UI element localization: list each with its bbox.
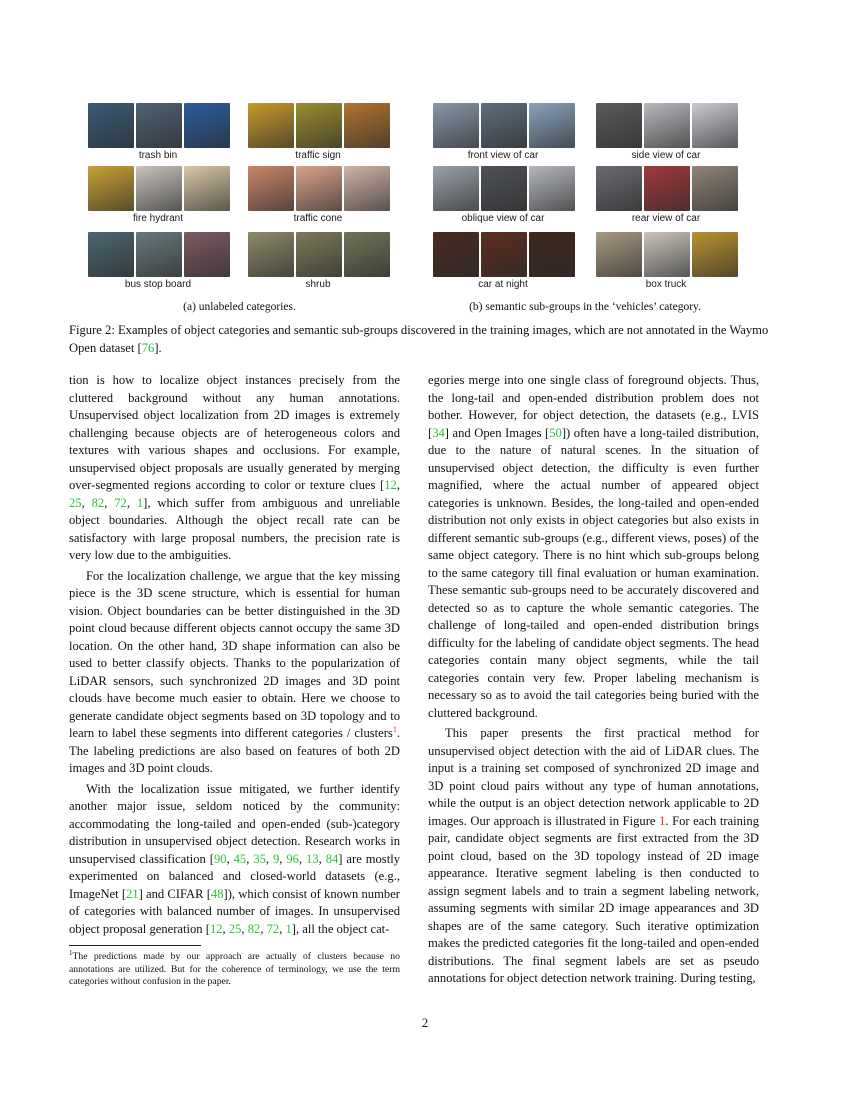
thumbnail-row	[88, 232, 230, 277]
thumbnail-image	[644, 166, 690, 211]
thumbnail-image	[481, 166, 527, 211]
thumbnail-image	[296, 166, 342, 211]
text-run: ] and CIFAR [	[138, 886, 211, 901]
citation[interactable]: 48	[210, 886, 224, 901]
citation[interactable]: 25	[69, 495, 82, 510]
thumbnail-image	[248, 232, 294, 277]
text-run: ,	[260, 921, 267, 936]
text-run: ,	[241, 921, 248, 936]
subcaption-a: (a) unlabeled categories.	[183, 301, 296, 313]
right-column	[428, 372, 759, 988]
thumbnail-image	[644, 103, 690, 148]
text-run: ], which suffer from ambiguous and unreliable object boundaries. Although the object recall rate can be satisfactory with large proposal numbers, the precision rate is very low due to the ambiguities.	[69, 495, 401, 562]
thumbnail-row	[433, 103, 575, 148]
thumbnail-image	[596, 232, 642, 277]
figure-caption-end: ].	[154, 340, 162, 355]
thumbnail-label: box truck	[645, 279, 687, 290]
left-column	[69, 372, 400, 938]
thumbnail-image	[433, 103, 479, 148]
text-run: ,	[265, 851, 273, 866]
thumbnail-row	[248, 103, 390, 148]
thumbnail-image	[692, 103, 738, 148]
thumbnail-row	[596, 232, 738, 277]
page-number: 2	[421, 1016, 429, 1030]
citation[interactable]: 35	[253, 851, 266, 866]
thumbnail-image	[433, 166, 479, 211]
paragraph	[428, 725, 759, 988]
text-run: ] are mostly experimented on balanced and closed-world datasets (e.g., ImageNet [	[69, 851, 400, 901]
text-run: ,	[318, 851, 326, 866]
citation[interactable]: 96	[286, 851, 299, 866]
thumbnail-image	[344, 103, 390, 148]
figure-caption-text: Figure 2: Examples of object categories and semantic sub-groups discovered in the training images, which are not annotated in the Waymo Open dataset [	[69, 323, 769, 355]
text-run: ,	[126, 495, 137, 510]
citation[interactable]: 1	[136, 495, 144, 510]
text-run: tion is how to localize object instances precisely from the cluttered background without any human annotations. Unsupervised object localization from 2D images is extremely challenging because objects are of heterogeneous colors and textures with various shapes and occlusions. For example, unsupervised object proposals are usually generated by merging over-segmented regions according to color or texture clues [	[69, 373, 400, 492]
citation[interactable]: 1	[285, 921, 292, 936]
thumbnail-row	[433, 232, 575, 277]
text-run: egories merge into one single class of foreground objects. Thus, the long-tail and open-ended distribution problem does not bother. However, for object detection, the datasets (e.g., LVIS [	[428, 373, 759, 440]
thumbnail-image	[248, 103, 294, 148]
thumbnail-image	[88, 103, 134, 148]
text-run: ,	[104, 495, 115, 510]
thumbnail-label: trash bin	[138, 150, 178, 161]
citation[interactable]: 50	[549, 425, 562, 440]
citation[interactable]: 82	[91, 495, 105, 510]
text-run: . The labeling predictions are also based on features of both 2D images and 3D point clouds.	[69, 726, 400, 775]
thumbnail-image	[136, 103, 182, 148]
thumbnail-image	[88, 232, 134, 277]
thumbnail-row	[88, 166, 230, 211]
citation[interactable]: 13	[306, 851, 319, 866]
thumbnail-row	[248, 166, 390, 211]
footnote-divider	[69, 945, 201, 946]
thumbnail-row	[433, 166, 575, 211]
citation[interactable]: 12	[209, 921, 223, 936]
citation[interactable]: 9	[272, 851, 280, 866]
text-run: ,	[279, 921, 286, 936]
text-run: ,	[222, 921, 229, 936]
subcaption-b: (b) semantic sub-groups in the ‘vehicles’ category.	[469, 301, 701, 313]
text-run: ], all the object cat-	[291, 921, 390, 936]
citation[interactable]: 25	[228, 921, 242, 936]
thumbnail-row	[596, 166, 738, 211]
thumbnail-row	[88, 103, 230, 148]
text-run: ,	[226, 851, 234, 866]
thumbnail-label: traffic cone	[293, 213, 343, 224]
thumbnail-image	[136, 232, 182, 277]
citation[interactable]: 72	[266, 921, 280, 936]
citation[interactable]: 76	[141, 340, 155, 355]
thumbnail-image	[481, 232, 527, 277]
text-run: ] and Open Images [	[444, 425, 550, 440]
citation[interactable]: 82	[247, 921, 261, 936]
citation[interactable]: 34	[432, 425, 445, 440]
figure-ref[interactable]: 1	[659, 813, 666, 828]
thumbnail-image	[296, 103, 342, 148]
thumbnail-label: car at night	[478, 279, 528, 290]
text-run: ,	[396, 478, 400, 492]
text-run: ,	[81, 495, 92, 510]
thumbnail-image	[529, 166, 575, 211]
figure-caption	[69, 322, 781, 357]
thumbnail-image	[596, 166, 642, 211]
thumbnail-image	[88, 166, 134, 211]
text-run: With the localization issue mitigated, we further identify another major issue, seldom noticed by the community: accommodating the long-tailed and open-ended (sub-)category distribution in unsupervised object detection. Research works in unsupervised classification [	[69, 781, 400, 866]
footnote-mark: 1	[69, 948, 73, 957]
thumbnail-image	[296, 232, 342, 277]
thumbnail-image	[529, 103, 575, 148]
thumbnail-image	[184, 103, 230, 148]
text-run: ,	[246, 851, 254, 866]
paragraph	[428, 372, 759, 722]
footnote-text: The predictions made by our approach are actually of clusters because no annotations are utilized. But for the coherence of terminology, we use the term categories without confusion in the paper.	[69, 951, 400, 987]
thumbnail-label: front view of car	[467, 150, 539, 161]
thumbnail-label: traffic sign	[295, 150, 341, 161]
thumbnail-image	[184, 232, 230, 277]
thumbnail-image	[136, 166, 182, 211]
paragraph	[69, 568, 400, 778]
citation[interactable]: 90	[213, 851, 227, 866]
thumbnail-row	[596, 103, 738, 148]
citation[interactable]: 84	[325, 851, 339, 866]
text-run: . For each training pair, candidate object segments are first extracted from the 3D point cloud, based on the 3D topology instead of 2D image appearance. Iterative segment labeling is then conducted to assign segment labels and to train a segment labeling network, assuming segments with similar 2D image appearances and 3D shapes are of the same category. Such iterative optimization makes the predicted categories fit the long-tailed and open-ended distributions. The final segment labels are set as pseudo annotations for object detection network training. During testing,	[428, 813, 759, 985]
thumbnail-label: side view of car	[631, 150, 701, 161]
thumbnail-image	[481, 103, 527, 148]
thumbnail-image	[344, 166, 390, 211]
thumbnail-image	[184, 166, 230, 211]
text-run: ]) often have a long-tailed distribution, due to the nature of natural scenes. In the situation of unsupervised object detection, the difficulty is even further magnified, where the actual number of appeared object categories is unknown. Besides, the long-tailed and open-ended distribution not only exists in object categories but also exists in different semantic sub-groups (e.g., different views, poses) of the same object category. There is no hint which sub-groups belong to the same category till final evaluation or human examination. These semantic sub-groups need to be accurately discovered and detected so as to capture the whole semantic categories. The challenge of long-tailed and open-ended distribution brings difficulty for the labeling of candidate object segments. The head categories contain many object segments, while the tail categories contain very few. Proper labeling mechanism is necessary so as to avoid the tail categories being buried with the cluttered background.	[428, 425, 759, 720]
thumbnail-label: oblique view of car	[461, 213, 545, 224]
footnote	[69, 948, 400, 989]
thumbnail-image	[692, 166, 738, 211]
thumbnail-label: fire hydrant	[132, 213, 184, 224]
citation[interactable]: 12	[384, 478, 397, 492]
thumbnail-image	[644, 232, 690, 277]
text-run: This paper presents the first practical method for unsupervised object detection with the aid of LiDAR clues. The input is a training set composed of synchronized 2D image and 3D point cloud pairs without any type of human annotations, while the output is an object detection network applicable to 2D images. Our approach is illustrated in Figure	[428, 726, 759, 828]
thumbnail-row	[248, 232, 390, 277]
text-run: ,	[279, 851, 287, 866]
text-run: For the localization challenge, we argue that the key missing piece is the 3D scene structure, which is essential for human vision. Object boundaries can be better distinguished in the 3D point cloud because different objects cannot occupy the same 3D location. On the other hand, 3D shape information can also be used to better classify objects. Thanks to the popularization of LiDAR sensors, such synchronized 2D images and 3D point clouds have become much easier to obtain. Here we choose to generate candidate object segments based on 3D topology and to learn to label these segments into different categories / clusters	[69, 568, 400, 740]
thumbnail-image	[596, 103, 642, 148]
citation[interactable]: 72	[114, 495, 127, 510]
text-run: ,	[298, 851, 307, 866]
thumbnail-label: bus stop board	[124, 279, 192, 290]
thumbnail-image	[692, 232, 738, 277]
citation[interactable]: 21	[126, 886, 139, 901]
paragraph	[69, 372, 400, 565]
thumbnail-label: shrub	[305, 279, 331, 290]
paragraph	[69, 781, 400, 939]
thumbnail-image	[529, 232, 575, 277]
thumbnail-image	[344, 232, 390, 277]
citation[interactable]: 45	[233, 851, 247, 866]
text-run: ]), which consist of known number of categories with balanced number of images. In unsupervised object proposal generation [	[69, 886, 400, 936]
thumbnail-image	[248, 166, 294, 211]
thumbnail-image	[433, 232, 479, 277]
footnote-ref[interactable]: 1	[392, 724, 397, 734]
thumbnail-label: rear view of car	[631, 213, 701, 224]
